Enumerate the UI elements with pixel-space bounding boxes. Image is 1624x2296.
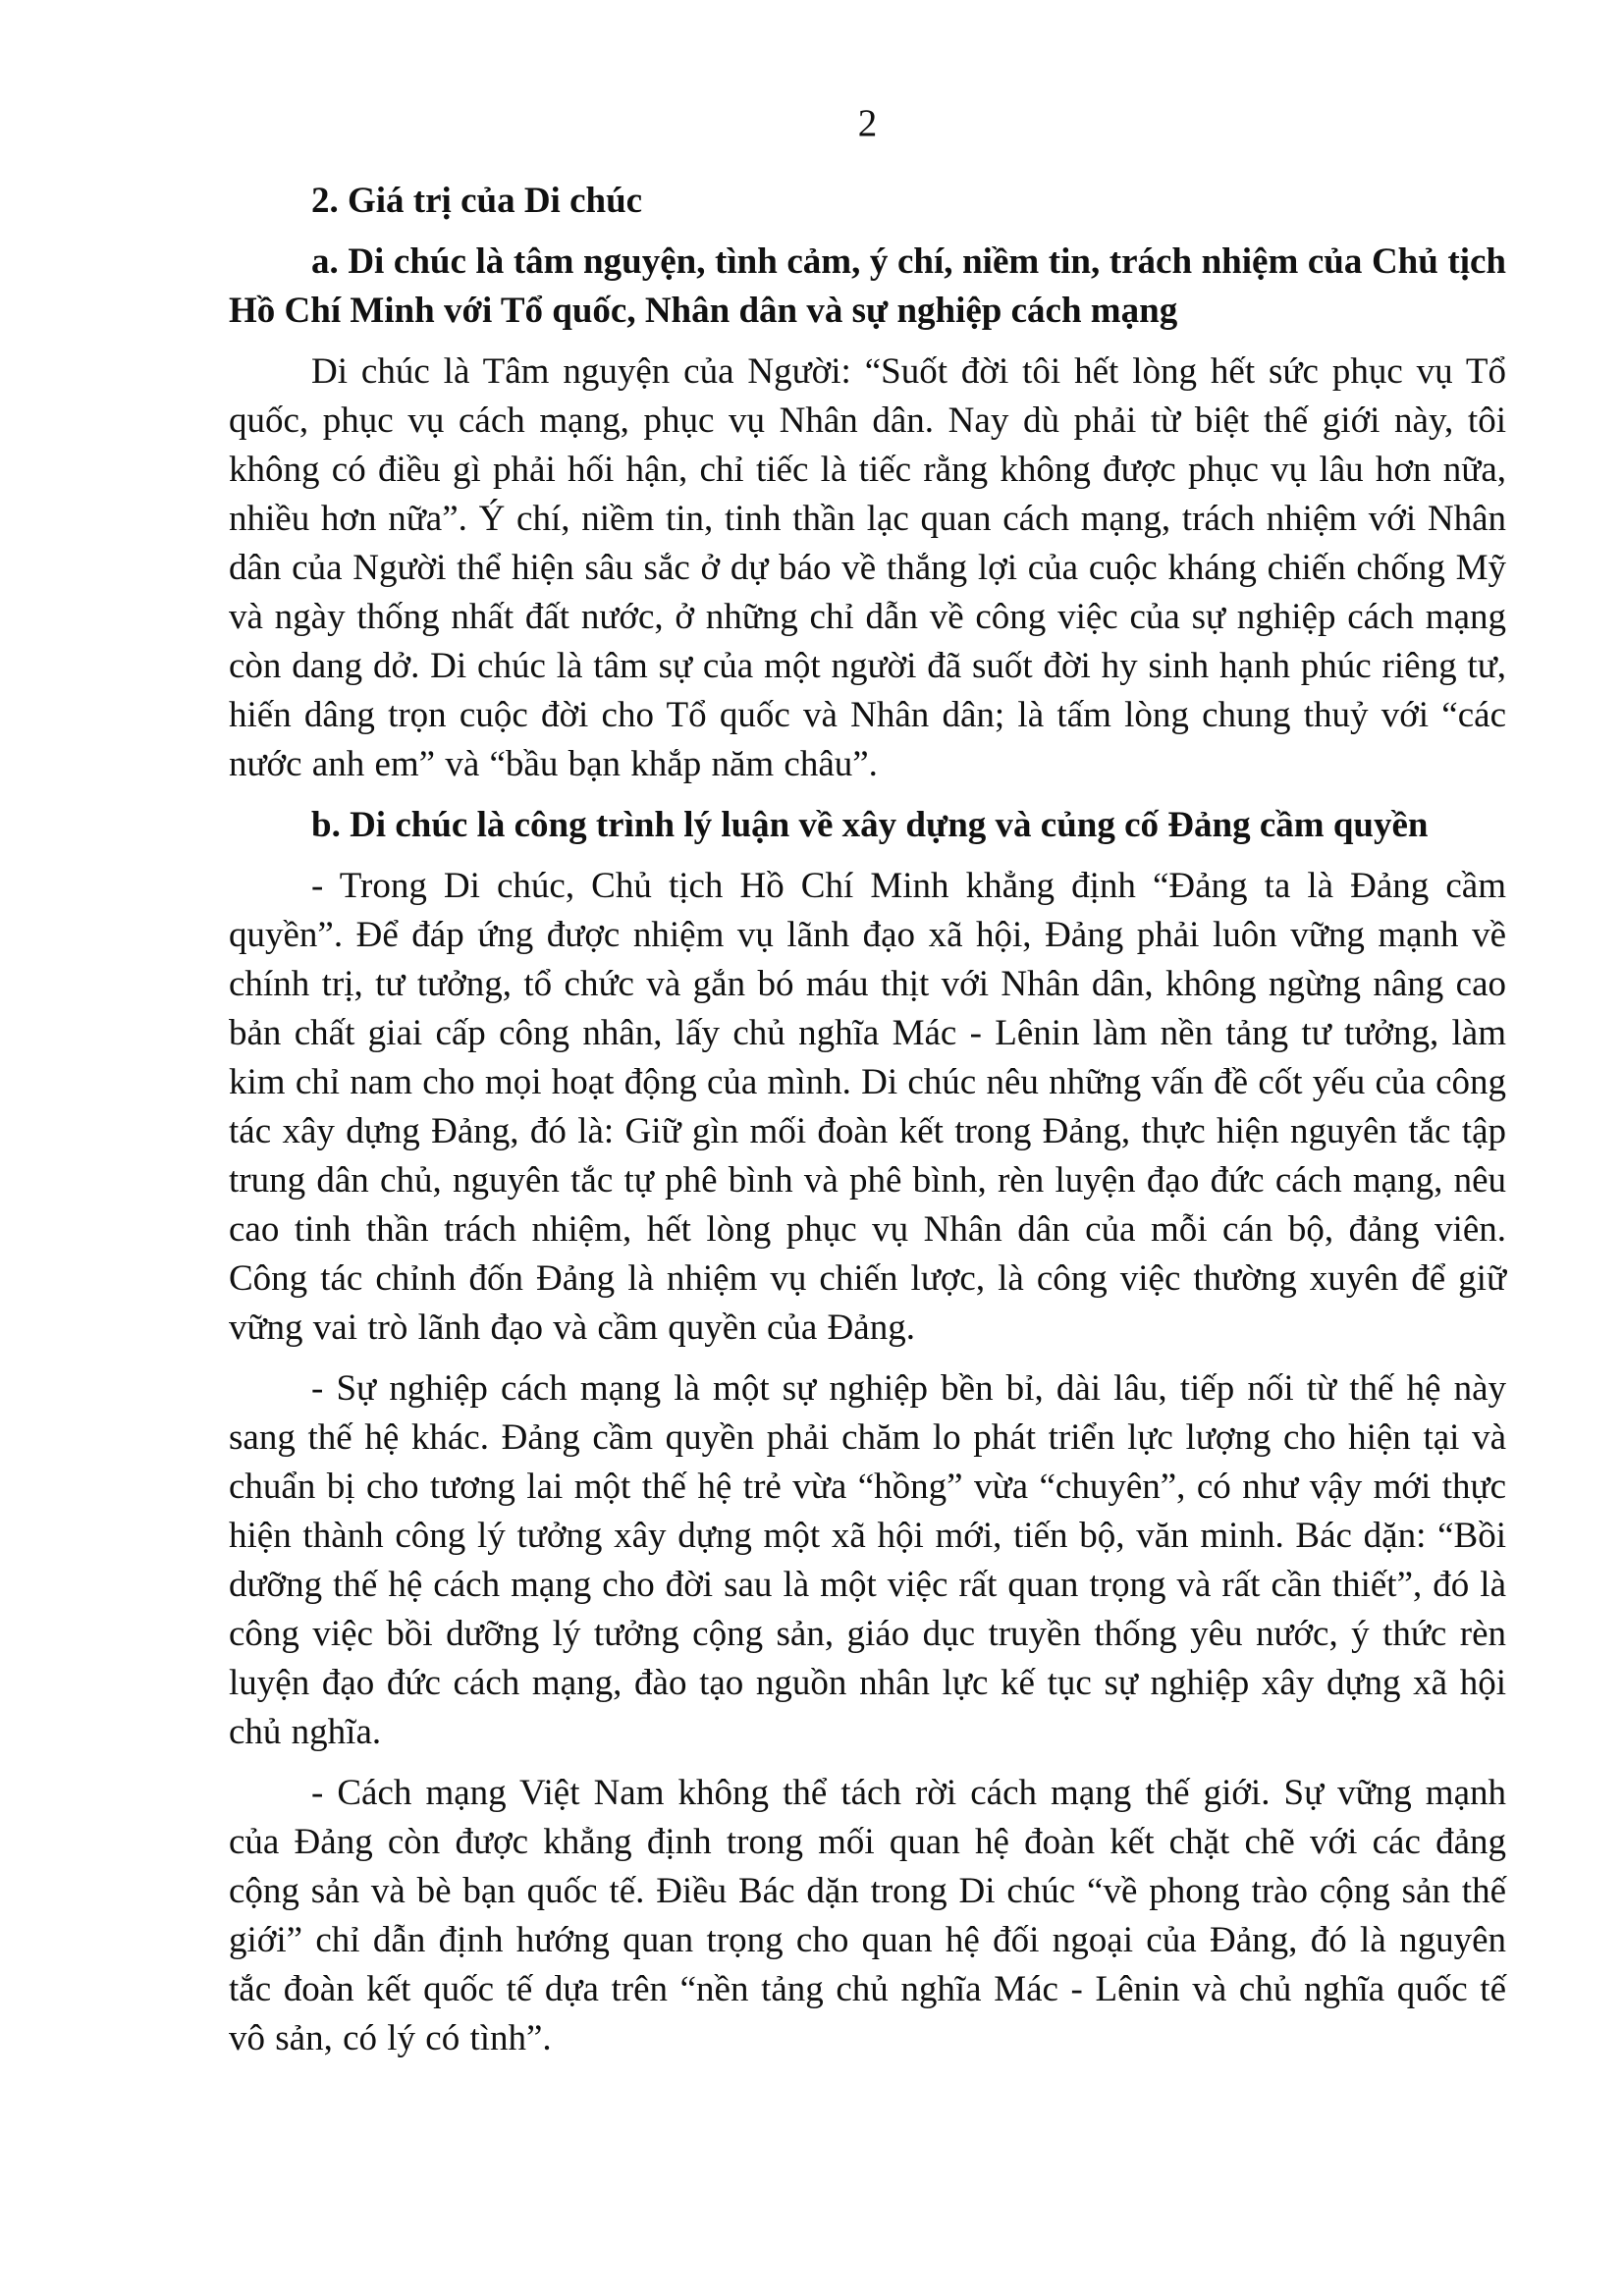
document-content [229,177,1506,2063]
subsection-b-paragraph-2: - Sự nghiệp cách mạng là một sự nghiệp bền bỉ, dài lâu, tiếp nối từ thế hệ này sang thế hệ khác. Đảng cầm quyền phải chăm lo phát triển lực lượng cho hiện tại và chuẩn bị cho tương lai một thế hệ trẻ vừa “hồng” vừa “chuyên”, có như vậy mới thực hiện thành công lý tưởng xây dựng một xã hội mới, tiến bộ, văn minh. Bác dặn: “Bồi dưỡng thế hệ cách mạng cho đời sau là một việc rất quan trọng và rất cần thiết”, đó là công việc bồi dưỡng lý tưởng cộng sản, giáo dục truyền thống yêu nước, ý thức rèn luyện đạo đức cách mạng, đào tạo nguồn nhân lực kế tục sự nghiệp xây dựng xã hội chủ nghĩa. [229,1368,1506,1752]
page-number: 2 [857,102,878,144]
subsection-a-paragraph-1: Di chúc là Tâm nguyện của Người: “Suốt đời tôi hết lòng hết sức phục vụ Tổ quốc, phục vụ cách mạng, phục vụ Nhân dân. Nay dù phải từ biệt thế giới này, tôi không có điều gì phải hối hận, chỉ tiếc là tiếc rằng không được phục vụ lâu hơn nữa, nhiều hơn nữa”. Ý chí, niềm tin, tinh thần lạc quan cách mạng, trách nhiệm với Nhân dân của Người thể hiện sâu sắc ở dự báo về thắng lợi của cuộc kháng chiến chống Mỹ và ngày thống nhất đất nước, ở những chỉ dẫn về công việc của sự nghiệp cách mạng còn dang dở. Di chúc là tâm sự của một người đã suốt đời hy sinh hạnh phúc riêng tư, hiến dâng trọn cuộc đời cho Tổ quốc và Nhân dân; là tấm lòng chung thuỷ với “các nước anh em” và “bầu bạn khắp năm châu”. [229,351,1506,784]
section-heading: 2. Giá trị của Di chúc [311,181,643,221]
subsection-a-heading: a. Di chúc là tâm nguyện, tình cảm, ý chí, niềm tin, trách nhiệm của Chủ tịch Hồ Chí Minh với Tổ quốc, Nhân dân và sự nghiệp cách mạng [229,241,1506,331]
subsection-b-heading: b. Di chúc là công trình lý luận về xây dựng và củng cố Đảng cầm quyền [311,805,1429,845]
subsection-b-paragraph-3: - Cách mạng Việt Nam không thể tách rời cách mạng thế giới. Sự vững mạnh của Đảng còn được khẳng định trong mối quan hệ đoàn kết chặt chẽ với các đảng cộng sản và bè bạn quốc tế. Điều Bác dặn trong Di chúc “về phong trào cộng sản thế giới” chỉ dẫn định hướng quan trọng cho quan hệ đối ngoại của Đảng, đó là nguyên tắc đoàn kết quốc tế dựa trên “nền tảng chủ nghĩa Mác - Lênin và chủ nghĩa quốc tế vô sản, có lý có tình”. [229,1773,1506,2058]
subsection-b-paragraph-1: - Trong Di chúc, Chủ tịch Hồ Chí Minh khẳng định “Đảng ta là Đảng cầm quyền”. Để đáp ứng được nhiệm vụ lãnh đạo xã hội, Đảng phải luôn vững mạnh về chính trị, tư tưởng, tổ chức và gắn bó máu thịt với Nhân dân, không ngừng nâng cao bản chất giai cấp công nhân, lấy chủ nghĩa Mác - Lênin làm nền tảng tư tưởng, làm kim chỉ nam cho mọi hoạt động của mình. Di chúc nêu những vấn đề cốt yếu của công tác xây dựng Đảng, đó là: Giữ gìn mối đoàn kết trong Đảng, thực hiện nguyên tắc tập trung dân chủ, nguyên tắc tự phê bình và phê bình, rèn luyện đạo đức cách mạng, nêu cao tinh thần trách nhiệm, hết lòng phục vụ Nhân dân của mỗi cán bộ, đảng viên. Công tác chỉnh đốn Đảng là nhiệm vụ chiến lược, là công việc thường xuyên để giữ vững vai trò lãnh đạo và cầm quyền của Đảng. [229,866,1506,1348]
